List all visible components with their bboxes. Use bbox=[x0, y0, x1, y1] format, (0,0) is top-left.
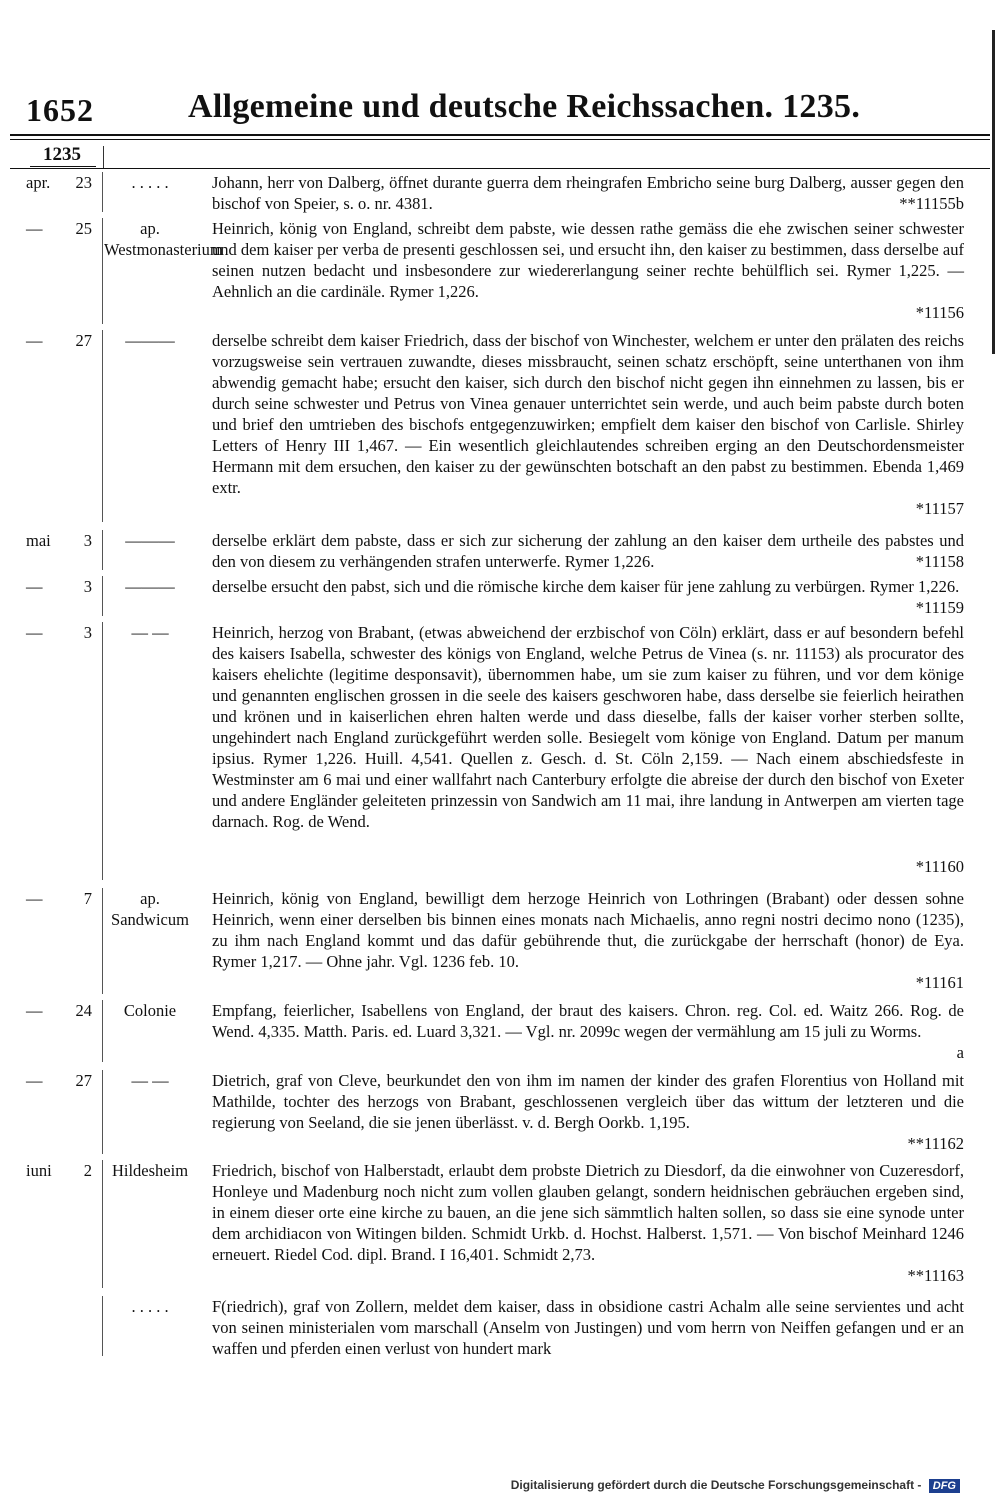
entry-day: 3 bbox=[83, 623, 92, 642]
column-separator bbox=[102, 1296, 103, 1356]
header-rule bbox=[10, 134, 990, 136]
column-separator bbox=[102, 218, 103, 324]
entry-place: ——— bbox=[125, 577, 175, 596]
entry-month: apr. bbox=[26, 173, 51, 192]
regest-entry bbox=[0, 886, 1000, 996]
entry-reference: *11160 bbox=[915, 857, 964, 876]
entry-reference: **11163 bbox=[907, 1266, 964, 1285]
entry-day: 25 bbox=[75, 219, 92, 238]
entry-month: — bbox=[26, 623, 43, 642]
entry-place: ap. Westmonasterium bbox=[104, 219, 223, 259]
entry-month: iuni bbox=[26, 1161, 52, 1180]
column-separator bbox=[102, 1160, 103, 1288]
entry-place: ap. Sandwicum bbox=[111, 889, 189, 929]
entry-text: Johann, herr von Dalberg, öffnet durante guerra dem rheingrafen Embricho seine burg Dalberg, ausser gegen den bischof von Speier, s. o. nr. 4381. bbox=[212, 173, 964, 213]
entry-month: — bbox=[26, 889, 43, 908]
entry-text: Empfang, feierlicher, Isabellens von England, der braut des kaisers. Chron. reg. Col. ed. Waitz 266. Rog. de Wend. 4,335. Matth. Paris. ed. Luard 3,321. — Vgl. nr. 2099c wegen der vermählung am 15 juli zu Worms. bbox=[212, 1001, 964, 1041]
entry-text: derselbe erklärt dem pabste, dass er sich zur sicherung der zahlung an den kaiser dem urtheile des pabstes und den von diesem zu verhängenden strafen unterwerfe. Rymer 1,226. bbox=[212, 531, 964, 571]
entry-day: 3 bbox=[83, 577, 92, 596]
credit-text: Digitalisierung gefördert durch die Deutsche Forschungsgemeinschaft - bbox=[510, 1478, 922, 1492]
entry-reference: a bbox=[956, 1043, 964, 1062]
column-separator bbox=[102, 330, 103, 522]
column-separator bbox=[102, 1000, 103, 1062]
column-separator bbox=[103, 146, 104, 168]
entry-text: derselbe ersucht den pabst, sich und die römische kirche dem kaiser für jene zahlung zu verbürgen. Rymer 1,226. bbox=[212, 577, 960, 596]
entry-reference: *11156 bbox=[915, 303, 964, 322]
regest-entry bbox=[0, 170, 1000, 214]
entry-text: Heinrich, könig von England, schreibt dem pabste, wie dessen rathe gemäss die ehe zwischen seiner schwester und dem kaiser per verba de presenti geschlossen sei, und ersucht ihn, den kaiser zu bestimmen, dass derselbe auf seinen nutzen bedacht und insbesondere zur wiedererlangung seiner rechte behülflich sei. Rymer 1,225. — Aehnlich an die cardinäle. Rymer 1,226. bbox=[212, 219, 964, 301]
entry-place: ——— bbox=[125, 531, 175, 550]
column-separator bbox=[102, 172, 103, 212]
header-rule-thin bbox=[10, 139, 990, 140]
column-separator bbox=[102, 530, 103, 570]
regest-entry bbox=[0, 620, 1000, 882]
entry-month: — bbox=[26, 1071, 43, 1090]
entry-month: — bbox=[26, 331, 43, 350]
entry-month: — bbox=[26, 577, 43, 596]
entry-text: derselbe schreibt dem kaiser Friedrich, dass der bischof von Winchester, welchem er unter den prälaten des reichs vorzugsweise sein vertrauen zuwandte, dieses missbraucht, seinen schatz erschöpft, seine unterthanen von ihm abwendig gemacht habe; ersucht den kaiser, sich durch den bischof nicht gegen ihn einnehmen zu lassen, bis er durch seine schwester und Petrus von Vinea genauer unterrichtet sein werde, und auch beim pabste durch boten und brief den umtrieben des bischofs entgegenzuwirken; empfielt dem kaiser den bischof von Carlisle. Shirley Letters of Henry III 1,467. — Ein wesentlich gleichlautendes schreiben erging an den Deutschordensmeister Hermann mit dem ersuchen, den kaiser zu der gewünschten botschaft an den pabst zu bestimmen. Ebenda 1,469 extr. bbox=[212, 331, 964, 497]
regest-entry bbox=[0, 1158, 1000, 1290]
regest-entry bbox=[0, 216, 1000, 326]
entry-month: mai bbox=[26, 531, 51, 550]
entry-reference: *11161 bbox=[915, 973, 964, 992]
regest-entry bbox=[0, 328, 1000, 524]
regest-entry bbox=[0, 998, 1000, 1064]
table-top-rule bbox=[10, 168, 990, 169]
regest-entry bbox=[0, 1294, 1000, 1364]
entry-day: 27 bbox=[75, 1071, 92, 1090]
entry-place: Hildesheim bbox=[111, 1161, 189, 1180]
column-separator bbox=[102, 888, 103, 994]
entry-day: 3 bbox=[83, 531, 92, 550]
entry-reference: *11159 bbox=[915, 598, 964, 617]
entry-place: — — bbox=[131, 623, 169, 642]
entry-text: Heinrich, könig von England, bewilligt dem herzoge Heinrich von Lothringen (Brabant) oder dessen sohne Heinrich, wenn einer derselben bis binnen eines monats nach Michaelis, anno regni nostri decimo nono (1235), zu ihm nach England kommt und das dafür gebührende thut, die zurückgabe der herrschaft (honor) de Eya. Rymer 1,217. — Ohne jahr. Vgl. 1236 feb. 10. bbox=[212, 889, 964, 971]
column-separator bbox=[102, 622, 103, 880]
page-title: Allgemeine und deutsche Reichssachen. 1235. bbox=[188, 88, 861, 125]
entry-month: — bbox=[26, 1001, 43, 1020]
year-underline bbox=[30, 166, 96, 167]
entry-reference: *11157 bbox=[915, 499, 964, 518]
entry-reference: *11158 bbox=[915, 552, 964, 571]
regest-entry bbox=[0, 1068, 1000, 1156]
entry-text: Friedrich, bischof von Halberstadt, erlaubt dem probste Dietrich zu Diesdorf, da die einwohner von Cuzeresdorf, Honleye und Madenburg noch nicht zum vollen glauben gelangt, sondern heidnischen gebräuchen ergeben sind, in einem dieser orte eine kirche zu bauen, an die jene sich sämmtlich halten sollen, so dass sie eine synode unter dem archidiacon von Witingen bilden. Schmidt Urkb. d. Hochst. Halberst. 1,571. — Von bischof Meinhard 1246 erneuert. Riedel Cod. dipl. Brand. I 16,401. Schmidt 2,73. bbox=[212, 1161, 964, 1264]
page-header bbox=[12, 84, 980, 130]
entry-place: — — bbox=[131, 1071, 169, 1090]
year-label: 1235 bbox=[43, 144, 81, 165]
entry-day: 24 bbox=[75, 1001, 92, 1020]
entry-place: . . . . . bbox=[131, 1297, 169, 1316]
entry-place: . . . . . bbox=[131, 173, 169, 192]
entry-day: 27 bbox=[75, 331, 92, 350]
regest-entry bbox=[0, 574, 1000, 618]
digitization-credit bbox=[511, 1478, 960, 1493]
page-number: 1652 bbox=[26, 92, 94, 128]
column-separator bbox=[102, 576, 103, 616]
entry-text: F(riedrich), graf von Zollern, meldet dem kaiser, dass in obsidione castri Achalm alle seine servientes und acht von seinen ministerialen vom marschall (Anselm von Justingen) und vom herrn von Neiffen gefangen und er an waffen und pferden einen verlust von hundert mark bbox=[212, 1297, 964, 1358]
entry-reference: **11162 bbox=[907, 1134, 964, 1153]
entry-place: Colonie bbox=[123, 1001, 177, 1020]
entry-text: Heinrich, herzog von Brabant, (etwas abweichend der erzbischof von Cöln) erklärt, dass er auf besondern befehl des kaisers Isabella, schwester des königs von England, welche Petrus de Vinea (s. nr. 11153) als procurator des kaisers ehelichte (legitime desponsavit), übernommen habe, um sie zum kaiser zu führen, und vor dem könige und genannten englischen grossen in die seele des kaisers geschworen habe, dass derselbe sie feierlich heirathen und krönen und in kaiserlichen ehren halten werde und dass dieselbe, falls der kaiser vorher sterben sollte, ungehindert nach England zurückgeführt werden solle. Besiegelt vom könige von England. Datum per manum ipsius. Rymer 1,226. Huill. 4,541. Quellen z. Gesch. d. St. Cöln 2,159. — Nach einem abschiedsfeste in Westminster am 6 mai und einer wallfahrt nach Canterbury erfolgte die abreise der durch den bischof von Exeter und andere Engländer geleiteten prinzessin von Sandwich am 11 mai, ihre landung in Antwerpen am vierten tage darnach. Rog. de Wend. bbox=[212, 623, 964, 831]
entry-day: 23 bbox=[75, 173, 92, 192]
entry-text: Dietrich, graf von Cleve, beurkundet den von ihm im namen der kinder des grafen Florentius von Holland mit Mathilde, tochter des herzogs von Brabant, geschlossenen vergleich über das wittum der letzteren und die regierung von Seeland, die sie jenen überlässt. v. d. Bergh Oorkb. 1,195. bbox=[212, 1071, 964, 1132]
entry-day: 2 bbox=[83, 1161, 92, 1180]
entry-month: — bbox=[26, 219, 43, 238]
entry-day: 7 bbox=[83, 889, 92, 908]
column-separator bbox=[102, 1070, 103, 1154]
entry-place: ——— bbox=[125, 331, 175, 350]
regest-entry bbox=[0, 528, 1000, 572]
entry-reference: **11155b bbox=[899, 194, 964, 213]
dfg-logo: DFG bbox=[929, 1479, 960, 1493]
